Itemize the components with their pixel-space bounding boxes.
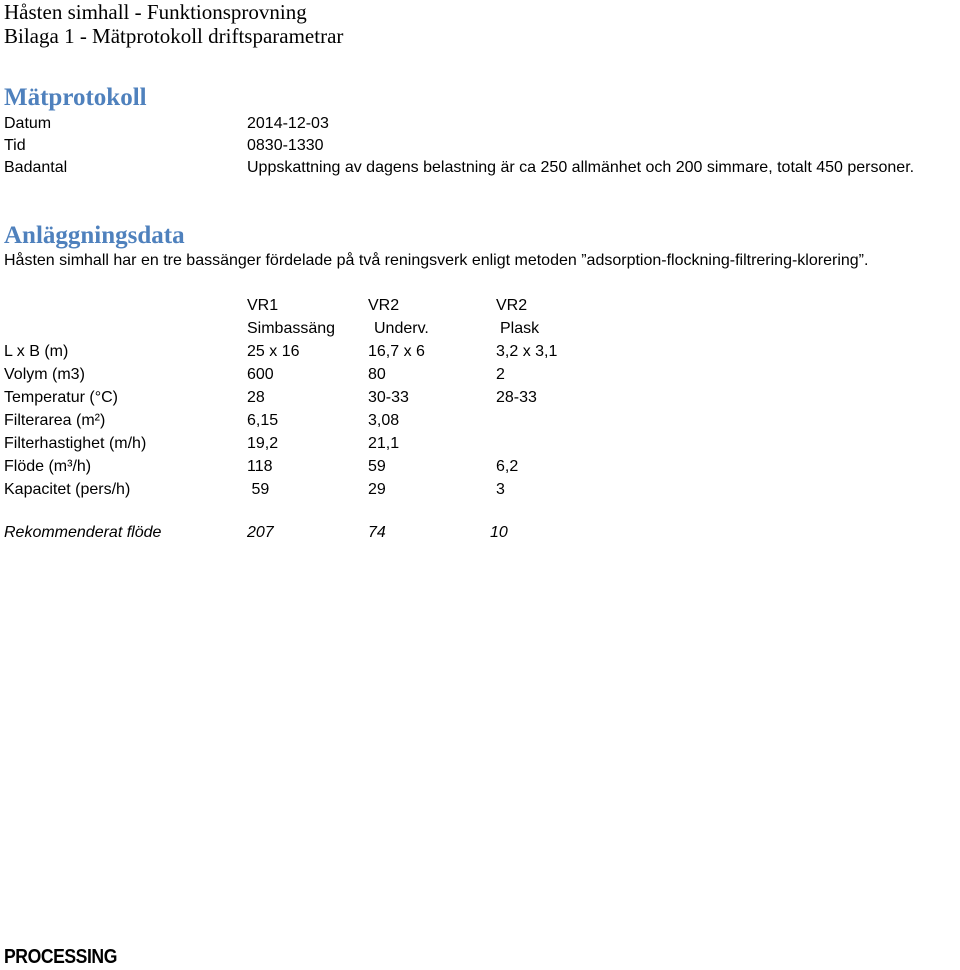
table-cell: 59 — [368, 458, 386, 475]
matprotokoll-heading: Mätprotokoll — [4, 84, 147, 111]
table-cell: 118 — [247, 458, 273, 475]
table-header-cell: Plask — [500, 320, 540, 337]
table-cell: 25 x 16 — [247, 343, 300, 360]
table-row-label: Temperatur (°C) — [4, 389, 118, 406]
table-row — [4, 432, 600, 455]
recommended-flow-vr1: 207 — [247, 524, 274, 541]
table-cell: 80 — [368, 366, 386, 383]
table-header-row — [4, 317, 600, 340]
table-row-label: Kapacitet (pers/h) — [4, 481, 131, 498]
table-row — [4, 409, 600, 432]
table-cell: 3,08 — [368, 412, 400, 429]
table-cell: 29 — [368, 481, 386, 498]
table-cell: 16,7 x 6 — [368, 343, 425, 360]
datum-value: 2014-12-03 — [247, 115, 329, 132]
anlaggning-table — [4, 294, 600, 501]
table-row-label: Filterhastighet (m/h) — [4, 435, 147, 452]
table-cell: 28-33 — [496, 389, 537, 406]
anlaggning-description: Håsten simhall har en tre bassänger fördelade på två reningsverk enligt metoden ”adsorption-flockning-filtrering-klorering”. — [4, 252, 869, 269]
table-cell: 3 — [496, 481, 505, 498]
document-title: Håsten simhall - Funktionsprovning — [4, 0, 307, 24]
datum-label: Datum — [4, 115, 52, 132]
anlaggningsdata-heading: Anläggningsdata — [4, 222, 185, 249]
table-cell: 3,2 x 3,1 — [496, 343, 558, 360]
table-row-label: Volym (m3) — [4, 366, 85, 383]
table-header-cell: Underv. — [374, 320, 429, 337]
table-row — [4, 455, 600, 478]
table-header-cell — [4, 317, 247, 340]
table-row-label: Filterarea (m²) — [4, 412, 106, 429]
table-header-row — [4, 294, 600, 317]
table-cell: 6,15 — [247, 412, 279, 429]
table-cell: 6,2 — [496, 458, 519, 475]
table-cell: 2 — [496, 366, 505, 383]
table-row — [4, 386, 600, 409]
document-subtitle: Bilaga 1 - Mätprotokoll driftsparametrar — [4, 24, 344, 48]
table-header-cell: Simbassäng — [247, 320, 336, 337]
table-cell: 21,1 — [368, 435, 400, 452]
table-row-label: Flöde (m³/h) — [4, 458, 92, 475]
table-header-cell: VR1 — [247, 297, 279, 314]
table-cell: 19,2 — [247, 435, 279, 452]
table-cell — [496, 409, 600, 432]
recommended-flow-plask: 10 — [490, 524, 508, 541]
table-row-label: L x B (m) — [4, 343, 69, 360]
badantal-label: Badantal — [4, 159, 68, 176]
table-cell: 600 — [247, 366, 274, 383]
table-header-cell: VR2 — [368, 297, 400, 314]
badantal-value: Uppskattning av dagens belastning är ca 250 allmänhet och 200 simmare, totalt 450 personer. — [247, 159, 915, 176]
table-row — [4, 363, 600, 386]
table-cell: 28 — [247, 389, 265, 406]
processing-mark: PROCESSING — [4, 946, 117, 968]
tid-value: 0830-1330 — [247, 137, 324, 154]
recommended-flow-label: Rekommenderat flöde — [4, 524, 162, 541]
tid-label: Tid — [4, 137, 26, 154]
table-header-cell — [4, 294, 247, 317]
table-row — [4, 478, 600, 501]
table-header-cell: VR2 — [496, 297, 528, 314]
table-cell — [496, 432, 600, 455]
table-cell: 59 — [247, 481, 270, 498]
table-row — [4, 340, 600, 363]
recommended-flow-vr2: 74 — [368, 524, 386, 541]
table-cell: 30-33 — [368, 389, 409, 406]
